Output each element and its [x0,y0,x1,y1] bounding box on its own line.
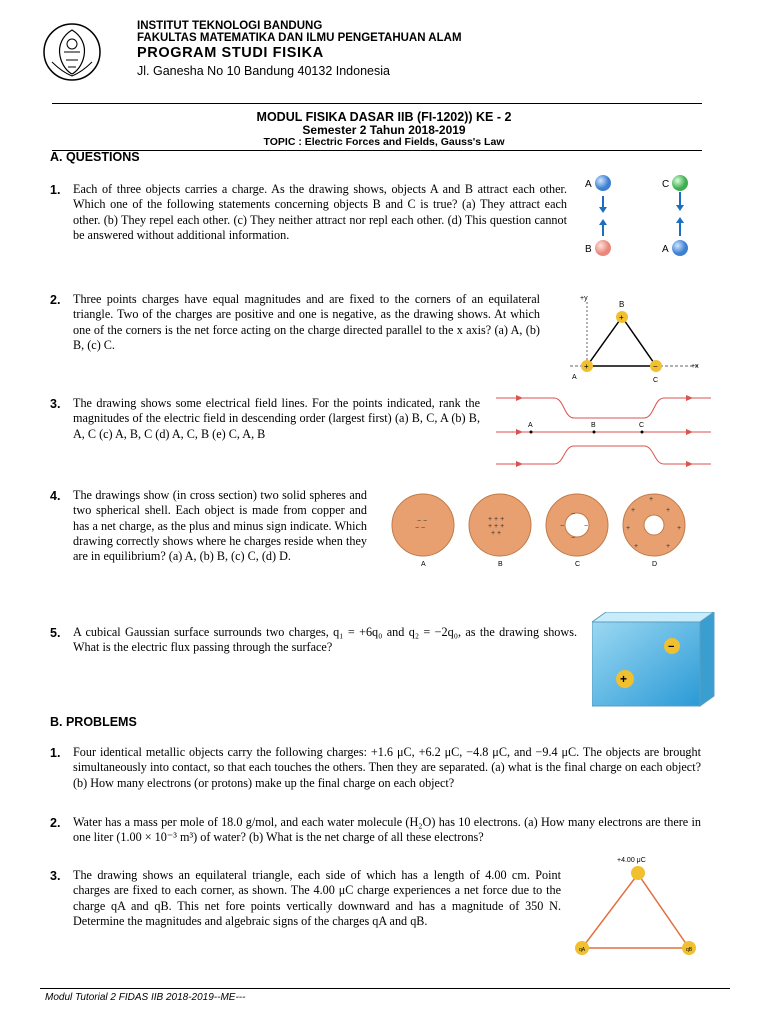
question-text: The drawing shows some electrical field lines. For the points indicated, rank the magnitudes of the electric field in descending order (largest first) (a) B, C, A (b) B, A, C (c) A, B, C (d) A, C, B (e) C, A, B [73,396,480,441]
label-a: A [421,561,426,568]
svg-text:+: + [666,507,671,514]
label-a2: A [662,244,669,255]
label-y-axis: +y [580,295,588,302]
field-line [496,398,711,418]
svg-text:−: − [584,523,589,530]
address: Jl. Ganesha No 10 Bandung 40132 Indonesia [137,64,390,78]
svg-text:+: + [626,525,631,532]
point-b-label: B [591,422,596,429]
question-number: 1. [50,183,61,197]
svg-text:+ + +: + + + [488,523,505,530]
label-a: A [585,179,592,190]
svg-text:+: + [677,525,682,532]
label-c: C [575,561,581,568]
module-semester: Semester 2 Tahun 2018-2019 [302,123,466,137]
label-b: B [585,244,592,255]
triangle [587,317,656,366]
institute-name: INSTITUT TEKNOLOGI BANDUNG [137,20,323,32]
triangle [582,874,689,948]
problem-number: 1. [50,746,61,760]
label-a: A [572,374,577,381]
label-b: B [498,561,503,568]
section-questions-title: A. QUESTIONS [50,150,140,164]
figure-copper-spheres [385,492,695,570]
question-text: Each of three objects carries a charge. As the drawing shows, objects A and B attract each other. Which one of the following statements concerning objects B and C is true? (a) They attract each other. (b) They repel each other. (c) They neither attract nor repl each other. (d) This question cannot be answered without additional information. [73,182,567,242]
svg-text:+ + +: + + + [488,516,505,523]
footer-divider [40,988,730,989]
problem-number: 3. [50,869,61,883]
sign-a: + [584,362,589,371]
topic-divider [52,150,702,151]
problem-text: The drawing shows an equilateral triangle, each side of which has a length of 4.00 cm. Point charges are fixed to each corner, as shown. The 4.00 μC charge experiences a net force due to the charge qA and qB. This net fore points vertically downward and has a magnitude of 350 N. Determine the magnitudes and algebraic signs of the charges qA and qB. [73,868,561,928]
figure-gaussian-cube [592,612,717,708]
module-title: MODUL FISIKA DASAR IIB (FI-1202)) KE - 2 [256,110,512,124]
question-number: 5. [50,626,61,640]
problem-text: Four identical metallic objects carry the following charges: +1.6 μC, +6.2 μC, −4.8 μC, and −9.4 μC. The objects are brought simultaneously into contact, so that each touches the others. Then they are separated. (a) what is the final charge on each object? (b) How many electrons (or protons) make up the final charge on each object? [73,745,701,790]
svg-text:+: + [649,496,654,503]
figure-charged-objects [580,170,710,260]
figure-field-lines [496,392,716,472]
svg-text:+ +: + + [491,530,502,537]
question-number: 3. [50,397,61,411]
label-b: B [619,300,625,309]
svg-text:−: − [560,523,565,530]
svg-text:+: + [631,507,636,514]
label-x-axis: +x [691,363,699,370]
module-topic: TOPIC : Electric Forces and Fields, Gauss's Law [263,136,505,148]
svg-text:+: + [666,543,671,550]
point-a-label: A [528,422,533,429]
label-qa: qA [579,947,586,953]
problem-text: Water has a mass per mole of 18.0 g/mol, and each water molecule (H₂O) has 10 electrons. (a) How many electrons are there in one liter (1.00 × 10⁻³ m³) of water? (b) What is the net charge of all these electrons? [73,815,701,845]
object-c-sphere [672,175,688,191]
negative-sign: − [668,641,675,653]
top-charge [631,866,645,880]
label-c: C [653,377,659,384]
svg-text:+: + [634,543,639,550]
label-c: C [662,179,670,190]
section-problems-title: B. PROBLEMS [50,715,137,729]
question-number: 4. [50,489,61,503]
point-c-label: C [639,422,645,429]
faculty-name: FAKULTAS MATEMATIKA DAN ILMU PENGETAHUAN ALAM [137,32,462,44]
object-b-sphere [595,240,611,256]
header-divider [52,103,702,104]
object-a-sphere [595,175,611,191]
label-d: D [652,561,658,568]
question-text: A cubical Gaussian surface surrounds two charges, q₁ = +6q₀ and q₂ = −2q₀, as the drawing shows. What is the electric flux passing through the surface? [73,625,577,655]
field-line [496,446,711,464]
program-name: PROGRAM STUDI FISIKA [137,45,324,61]
svg-text:−: − [571,535,576,542]
top-charge-label: +4.00 μC [617,857,646,864]
question-text: Three points charges have equal magnitudes and are fixed to the corners of an equilateral triangle. Two of the charges are positive and one is negative, as the drawing shows. At which one of the corners is the net force acting on the charge directed parallel to the x axis? (a) A, (b) B, (c) C. [73,292,540,352]
svg-text:− −: − − [415,525,426,532]
label-qb: qB [686,947,693,953]
figure-triangle-charges [560,290,710,390]
figure-triangle-problem [565,852,713,962]
object-a-sphere-2 [672,240,688,256]
sign-b: + [619,313,624,322]
question-number: 2. [50,293,61,307]
ganesha-logo-icon [42,22,102,82]
sign-c: − [653,362,658,371]
itb-logo [42,22,102,82]
positive-sign: + [620,672,628,686]
question-text: The drawings show (in cross section) two solid spheres and two spherical shell. Each object is made from copper and has a net charge, as the plus and minus sign indicate. Which drawing correctly shows where he charges reside when they are in equilibrium? (a) A, (b) B, (c) C, (d) D. [73,488,367,564]
svg-text:− −: − − [417,518,428,525]
svg-text:−: − [571,511,576,518]
footer-text: Modul Tutorial 2 FIDAS IIB 2018-2019--ME--- [45,992,246,1003]
problem-number: 2. [50,816,61,830]
